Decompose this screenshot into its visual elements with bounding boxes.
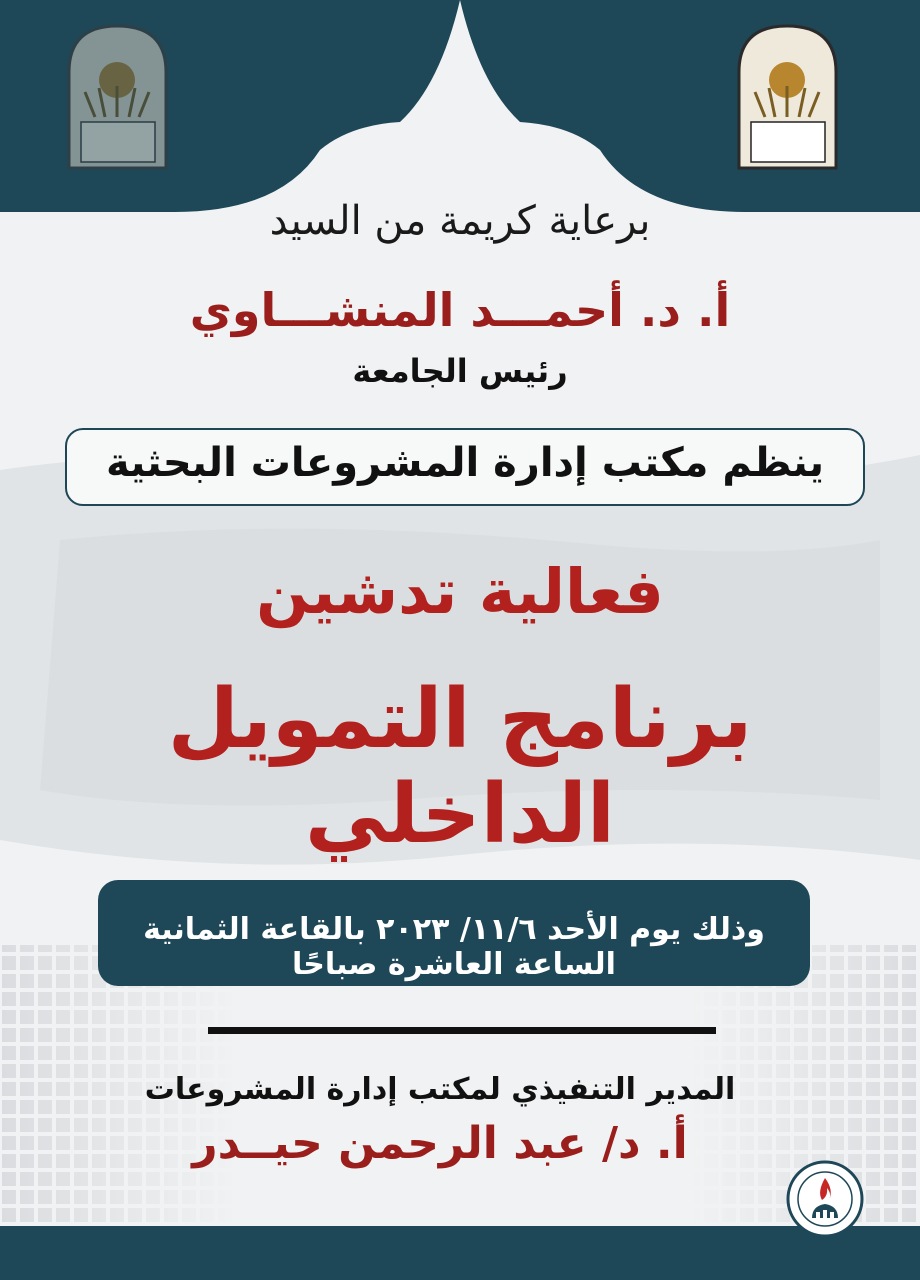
university-logo-left <box>65 22 170 172</box>
event-details-box <box>98 880 810 986</box>
divider <box>208 1027 716 1034</box>
patronage-label: برعاية كريمة من السيد <box>269 198 651 244</box>
design-print-unit-seal-icon <box>786 1160 864 1238</box>
director-title: المدير التنفيذي لمكتب إدارة المشروعات <box>144 1072 736 1107</box>
director-name: أ. د/ عبد الرحمن حيــدر <box>192 1118 688 1169</box>
event-title-line2: برنامج التمويل الداخلي <box>167 672 753 862</box>
event-title-line1: فعالية تدشين <box>256 555 664 628</box>
organizer-box <box>65 428 865 506</box>
event-details-text: وذلك يوم الأحد ١١/٦/ ٢٠٢٣ بالقاعة الثمانية الساعة العاشرة صباحًا <box>143 912 765 982</box>
president-name: أ. د. أحمـــد المنشـــاوي <box>189 283 731 337</box>
university-logo-right <box>735 22 840 172</box>
president-title: رئيس الجامعة <box>352 352 568 390</box>
organizer-text: ينظم مكتب إدارة المشروعات البحثية <box>105 440 824 486</box>
